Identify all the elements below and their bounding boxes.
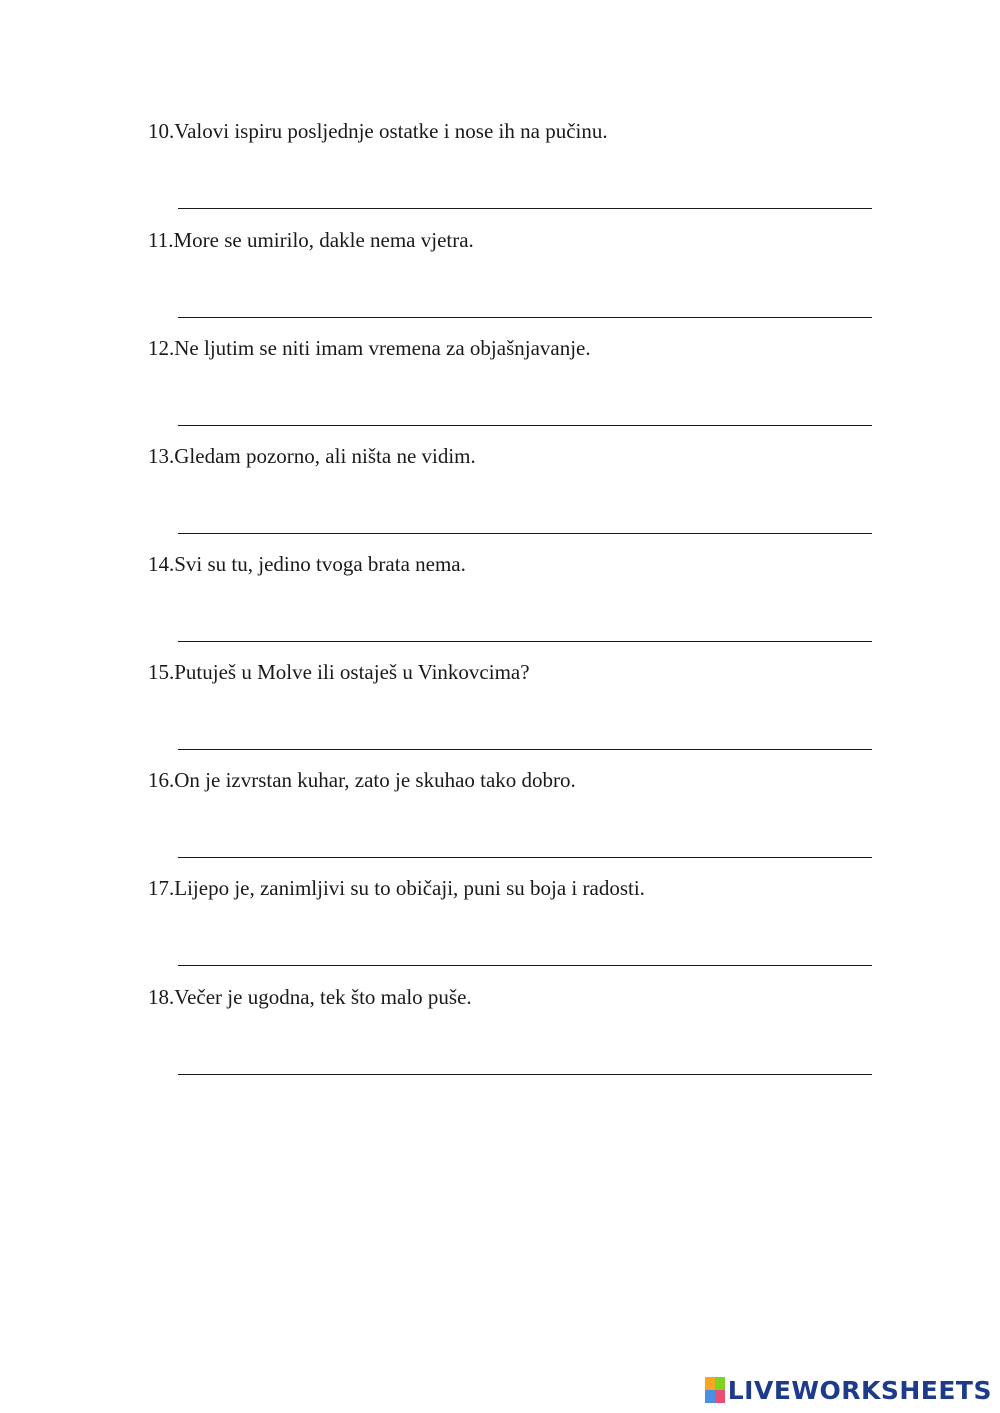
question-text xyxy=(148,984,472,1010)
question-14 xyxy=(148,551,878,661)
question-16 xyxy=(148,767,878,877)
question-text xyxy=(148,335,591,361)
question-text xyxy=(148,443,476,469)
question-12 xyxy=(148,335,878,445)
answer-input-16[interactable] xyxy=(178,836,872,858)
question-number: 14. xyxy=(148,552,175,576)
logo-square-1 xyxy=(705,1377,715,1390)
question-sentence: Ne ljutim se niti imam vremena za objašnjavanje. xyxy=(174,336,591,360)
question-text xyxy=(148,118,608,144)
question-10 xyxy=(148,118,878,228)
answer-input-10[interactable] xyxy=(178,187,872,209)
answer-input-12[interactable] xyxy=(178,404,872,426)
answer-input-15[interactable] xyxy=(178,728,872,750)
question-sentence: Svi su tu, jedino tvoga brata nema. xyxy=(174,552,466,576)
question-number: 13. xyxy=(148,444,175,468)
question-number: 12. xyxy=(148,336,175,360)
question-text xyxy=(148,767,576,793)
question-text xyxy=(148,875,645,901)
question-sentence: Putuješ u Molve ili ostaješ u Vinkovcima? xyxy=(174,660,530,684)
question-text xyxy=(148,551,466,577)
question-number: 16. xyxy=(148,768,175,792)
liveworksheets-brand[interactable] xyxy=(705,1375,992,1405)
question-number: 10. xyxy=(148,119,175,143)
question-text xyxy=(148,659,530,685)
logo-square-3 xyxy=(705,1390,715,1403)
question-11 xyxy=(148,227,878,337)
question-sentence: Valovi ispiru posljednje ostatke i nose ih na pučinu. xyxy=(174,119,608,143)
question-number: 18. xyxy=(148,985,175,1009)
question-text xyxy=(148,227,474,253)
question-sentence: On je izvrstan kuhar, zato je skuhao tako dobro. xyxy=(174,768,576,792)
answer-input-18[interactable] xyxy=(178,1053,872,1075)
brand-name: LIVEWORKSHEETS xyxy=(727,1375,992,1405)
question-15 xyxy=(148,659,878,769)
question-number: 15. xyxy=(148,660,175,684)
logo-square-4 xyxy=(715,1390,725,1403)
answer-input-14[interactable] xyxy=(178,620,872,642)
answer-input-11[interactable] xyxy=(178,296,872,318)
logo-square-2 xyxy=(715,1377,725,1390)
question-17 xyxy=(148,875,878,985)
question-13 xyxy=(148,443,878,553)
question-number: 17. xyxy=(148,876,175,900)
answer-input-13[interactable] xyxy=(178,512,872,534)
question-sentence: Gledam pozorno, ali ništa ne vidim. xyxy=(174,444,476,468)
question-sentence: Večer je ugodna, tek što malo puše. xyxy=(174,985,472,1009)
question-sentence: Lijepo je, zanimljivi su to običaji, puni su boja i radosti. xyxy=(174,876,645,900)
question-sentence: More se umirilo, dakle nema vjetra. xyxy=(173,228,474,252)
answer-input-17[interactable] xyxy=(178,944,872,966)
question-number: 11. xyxy=(148,228,174,252)
question-18 xyxy=(148,984,878,1094)
liveworksheets-logo-icon xyxy=(705,1377,725,1403)
